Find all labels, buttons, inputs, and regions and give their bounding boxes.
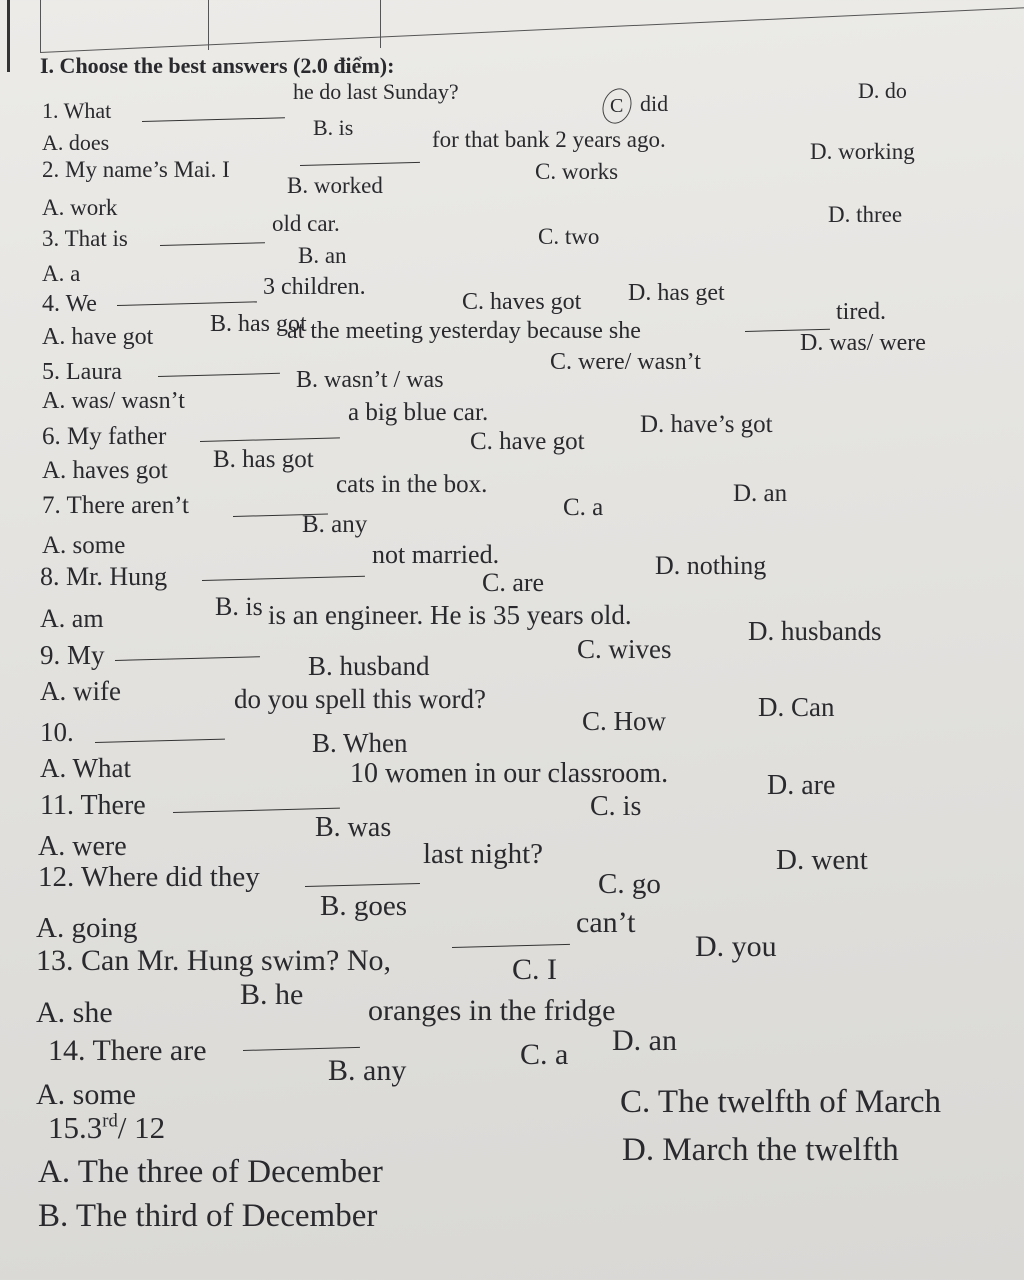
option-d: D. husbands xyxy=(748,616,882,646)
q8-stem: 8. Mr. Hung xyxy=(40,562,168,591)
option-a: A. The three of December xyxy=(38,1154,383,1190)
option-b: B. husband xyxy=(308,651,430,681)
q7-stem: cats in the box. xyxy=(336,471,488,498)
answer-blank xyxy=(142,117,285,122)
option-d: D. an xyxy=(733,480,788,507)
option-d: D. have’s got xyxy=(640,411,773,438)
option-b: B. goes xyxy=(320,890,407,922)
option-d: D. has get xyxy=(628,280,725,306)
option-a: A. some xyxy=(36,1078,136,1111)
option-a: A. some xyxy=(42,532,126,559)
answer-blank xyxy=(115,656,260,661)
option-d: D. Can xyxy=(758,692,835,722)
option-b: B. The third of December xyxy=(38,1198,378,1234)
q14-stem: oranges in the fridge xyxy=(368,994,616,1027)
option-d: D. do xyxy=(858,78,907,103)
option-b: B. any xyxy=(328,1054,407,1087)
option-c: C. were/ wasn’t xyxy=(550,349,701,375)
option-b: B. wasn’t / was xyxy=(296,367,444,393)
q4-stem: 3 children. xyxy=(263,274,366,300)
option-a: A. was/ wasn’t xyxy=(42,388,185,414)
q3-stem: old car. xyxy=(272,211,340,236)
option-c: C. are xyxy=(482,568,545,597)
section-heading: I. Choose the best answers (2.0 điểm): xyxy=(40,53,395,78)
answer-blank xyxy=(160,242,265,246)
q1-stem: 1. What xyxy=(42,98,112,123)
option-a: A. What xyxy=(40,753,131,783)
option-d: D. went xyxy=(776,844,868,876)
option-c: C. two xyxy=(538,224,600,249)
answer-blank xyxy=(300,162,420,166)
ordinal-suffix: rd xyxy=(102,1110,118,1132)
q5-stem: tired. xyxy=(836,299,886,325)
option-b: B. is xyxy=(313,115,354,140)
option-a: A. were xyxy=(38,831,127,862)
option-b: B. an xyxy=(298,243,347,268)
option-c: C. works xyxy=(535,159,619,184)
option-b: B. was xyxy=(315,812,392,843)
q5-stem: at the meeting yesterday because she xyxy=(287,318,641,344)
option-c: did xyxy=(640,91,669,116)
q15-stem xyxy=(48,1112,165,1143)
answer-blank xyxy=(452,944,570,948)
q12-stem: last night? xyxy=(423,838,544,870)
option-d: D. nothing xyxy=(655,551,767,580)
q11-stem: 11. There xyxy=(40,790,146,821)
option-a: A. am xyxy=(40,604,104,633)
answer-blank xyxy=(305,883,420,887)
q9-stem: is an engineer. He is 35 years old. xyxy=(268,600,632,630)
option-c: C. have got xyxy=(470,428,585,455)
option-a: A. wife xyxy=(40,676,121,706)
q5-stem: 5. Laura xyxy=(42,359,122,385)
option-a: A. she xyxy=(36,996,113,1029)
option-d: D. an xyxy=(612,1024,677,1057)
table-border xyxy=(40,7,1024,53)
q11-stem: 10 women in our classroom. xyxy=(350,758,669,789)
circled-answer-letter: C xyxy=(610,95,624,117)
option-c: C. The twelfth of March xyxy=(620,1084,942,1120)
option-c: C. How xyxy=(582,706,667,736)
q6-stem: 6. My father xyxy=(42,423,167,450)
option-c: C. a xyxy=(520,1038,569,1071)
q6-stem: a big blue car. xyxy=(348,399,489,426)
q9-stem: 9. My xyxy=(40,640,105,670)
table-border xyxy=(40,0,41,52)
margin-mark xyxy=(7,0,10,72)
answer-blank xyxy=(200,437,340,442)
option-c: C. go xyxy=(598,868,661,900)
q10-stem: do you spell this word? xyxy=(234,684,486,714)
q15-month: / 12 xyxy=(117,1110,166,1145)
option-d: D. was/ were xyxy=(800,330,926,356)
option-c: C. wives xyxy=(577,634,672,664)
q14-stem: 14. There are xyxy=(48,1034,207,1067)
q10-stem: 10. xyxy=(40,717,74,747)
q3-stem: 3. That is xyxy=(42,226,128,251)
option-d: D. working xyxy=(810,139,915,164)
q1-stem: he do last Sunday? xyxy=(293,79,459,104)
option-b: B. has got xyxy=(213,446,314,473)
option-d: D. you xyxy=(695,930,777,963)
option-b: B. he xyxy=(240,978,304,1011)
option-b: B. is xyxy=(215,592,263,621)
option-b: B. any xyxy=(302,511,368,538)
table-border xyxy=(380,0,381,48)
option-d: D. are xyxy=(767,770,836,801)
option-b: B. worked xyxy=(287,173,383,198)
option-d: D. March the twelfth xyxy=(622,1132,899,1168)
option-a: A. does xyxy=(42,130,110,155)
q7-stem: 7. There aren’t xyxy=(42,492,189,519)
answer-blank xyxy=(117,301,257,306)
table-border xyxy=(208,0,209,50)
option-d: D. three xyxy=(828,202,903,227)
q2-stem: for that bank 2 years ago. xyxy=(432,127,666,152)
answer-blank xyxy=(95,739,225,743)
option-a: A. haves got xyxy=(42,457,168,484)
option-c: C. a xyxy=(563,494,604,521)
q15-number: 15.3 xyxy=(48,1110,103,1145)
answer-blank xyxy=(158,373,280,377)
option-b: B. When xyxy=(312,728,408,758)
q13-stem: can’t xyxy=(576,906,636,939)
option-c: C. I xyxy=(512,953,557,986)
option-c: C. haves got xyxy=(462,289,582,315)
q13-stem: 13. Can Mr. Hung swim? No, xyxy=(36,944,391,977)
option-c: C. is xyxy=(590,791,642,822)
option-a: A. going xyxy=(36,912,138,944)
q4-stem: 4. We xyxy=(42,291,97,317)
option-b: B. has got xyxy=(210,311,307,337)
option-a: A. a xyxy=(42,261,81,286)
handwritten-circle-mark xyxy=(598,84,637,127)
q2-stem: 2. My name’s Mai. I xyxy=(42,157,230,182)
option-a: A. work xyxy=(42,195,118,220)
q8-stem: not married. xyxy=(372,540,500,569)
option-a: A. have got xyxy=(42,324,154,350)
q12-stem: 12. Where did they xyxy=(38,861,260,893)
answer-blank xyxy=(243,1047,360,1051)
answer-blank xyxy=(202,576,365,581)
